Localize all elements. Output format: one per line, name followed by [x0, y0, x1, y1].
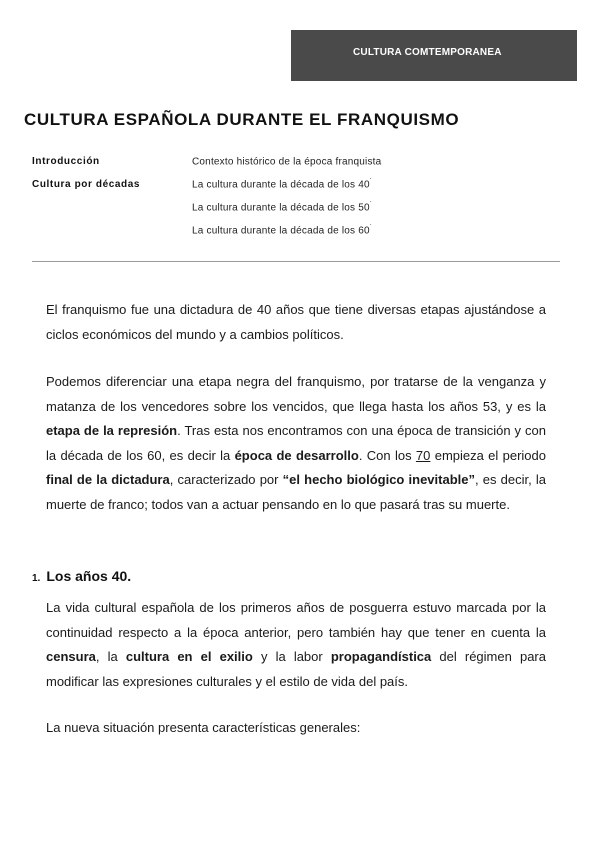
text-run: , es decir, la muerte de franco; todos van a actuar pensando en lo que pasará tras su muerte. [46, 472, 547, 512]
characteristics-intro: La nueva situación presenta características generales: [46, 720, 361, 735]
emphasis-text: “el hecho biológico inevitable” [282, 472, 475, 487]
intro-paragraph: El franquismo fue una dictadura de 40 años que tiene diversas etapas ajustándose a ciclos económicos del mundo y a cambios políticos. [46, 302, 546, 342]
toc-link[interactable] [192, 156, 381, 167]
stages-paragraph [46, 370, 546, 517]
section-heading [32, 568, 131, 584]
toc-link-text: La cultura durante la década de los 50 [192, 202, 370, 214]
table-of-contents [32, 150, 381, 242]
emphasis-text: cultura en el exilio [125, 649, 253, 664]
emphasis-text: propagandística [330, 649, 432, 664]
section-title: Los años 40. [46, 568, 132, 584]
toc-link[interactable] [192, 202, 372, 213]
text-run: Podemos diferenciar una etapa negra del franquismo, por tratarse de la venganza y matanza de los vencedores sobre los vencidos, que llega hasta los años 53, y es la [46, 374, 546, 414]
toc-link-mark: ´ [369, 224, 372, 231]
toc-row [32, 196, 381, 219]
toc-link[interactable] [192, 179, 372, 190]
header-label: CULTURA COMTEMPORANEA [353, 47, 502, 58]
toc-link-mark: ´ [369, 201, 372, 208]
emphasis-text: época de desarrollo [234, 447, 359, 463]
section-number: 1. [32, 573, 41, 584]
toc-link[interactable] [192, 225, 372, 236]
text-run: del régimen para modificar las expresiones culturales y el estilo de vida del país. [46, 649, 546, 689]
section-divider [32, 261, 560, 262]
toc-row [32, 219, 381, 242]
toc-section-label: Cultura por décadas [32, 179, 141, 190]
underlined-text: 70 [415, 447, 431, 463]
toc-link-text: La cultura durante la década de los 60 [192, 225, 370, 237]
emphasis-text: final de la dictadura [46, 472, 170, 487]
text-run: . Tras esta nos encontramos con una época de transición y con la década de los 60, es decir la [46, 423, 546, 463]
toc-row [32, 150, 381, 173]
forties-paragraph [46, 596, 546, 694]
page-title: CULTURA ESPAÑOLA DURANTE EL FRANQUISMO [24, 110, 460, 129]
toc-link-text: La cultura durante la década de los 40 [192, 179, 370, 191]
toc-row [32, 173, 381, 196]
emphasis-text: censura [46, 649, 96, 664]
text-run: empieza el periodo [430, 447, 546, 463]
text-run: La vida cultural española de los primeros años de posguerra estuvo marcada por la continuidad respecto a la época anterior, pero también hay que tener en cuenta la [46, 600, 546, 640]
toc-section-label: Introducción [32, 156, 100, 167]
text-run: , caracterizado por [169, 472, 283, 487]
text-run: y la labor [252, 649, 331, 664]
text-run: , la [95, 649, 126, 664]
text-run: . Con los [358, 447, 416, 463]
header-banner [291, 30, 577, 81]
emphasis-text: etapa de la represión [46, 423, 178, 438]
toc-link-mark: ´ [369, 178, 372, 185]
toc-link-text: Contexto histórico de la época franquista [192, 156, 382, 168]
